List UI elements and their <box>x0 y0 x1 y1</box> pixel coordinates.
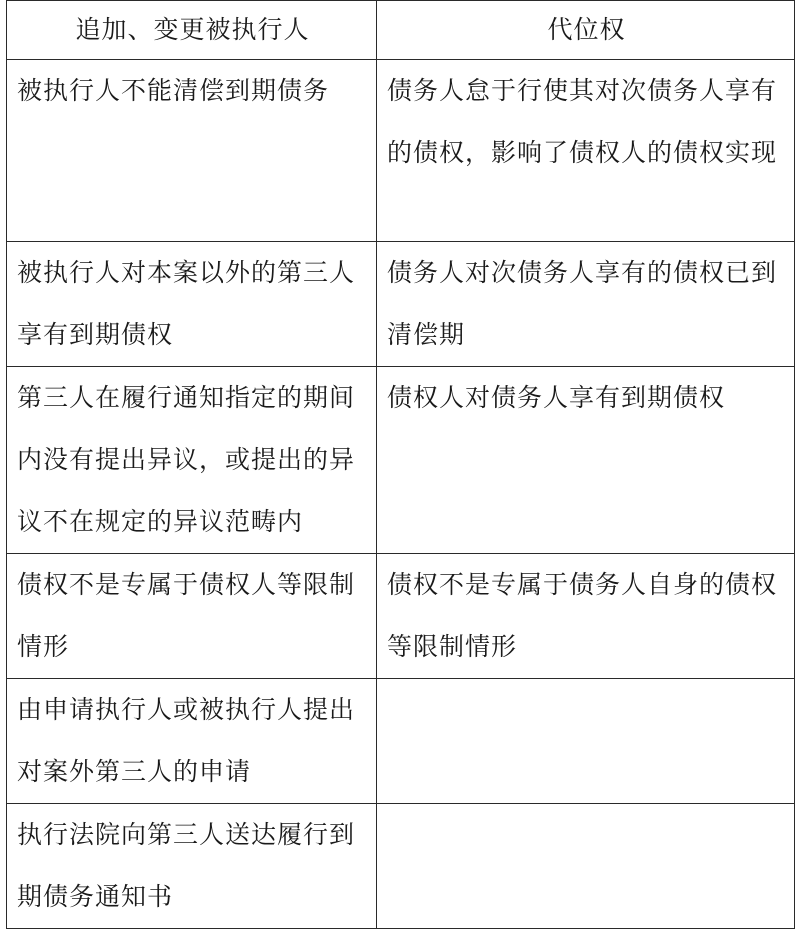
cell-left: 第三人在履行通知指定的期间内没有提出异议，或提出的异议不在规定的异议范畴内 <box>7 367 377 554</box>
header-left: 追加、变更被执行人 <box>7 1 377 60</box>
table-row <box>7 679 795 804</box>
table-row <box>7 554 795 679</box>
cell-right: 债权不是专属于债务人自身的债权等限制情形 <box>377 554 795 679</box>
comparison-table <box>6 0 795 929</box>
cell-right: 债务人对次债务人享有的债权已到清偿期 <box>377 242 795 367</box>
header-right: 代位权 <box>377 1 795 60</box>
cell-left: 由申请执行人或被执行人提出对案外第三人的申请 <box>7 679 377 804</box>
table-row <box>7 242 795 367</box>
table-row <box>7 60 795 242</box>
table-header-row <box>7 1 795 60</box>
cell-left: 执行法院向第三人送达履行到期债务通知书 <box>7 804 377 929</box>
table-row <box>7 804 795 929</box>
cell-right: 债权人对债务人享有到期债权 <box>377 367 795 554</box>
cell-left: 被执行人不能清偿到期债务 <box>7 60 377 242</box>
cell-left: 被执行人对本案以外的第三人享有到期债权 <box>7 242 377 367</box>
cell-right: 债务人怠于行使其对次债务人享有的债权，影响了债权人的债权实现 <box>377 60 795 242</box>
cell-right <box>377 804 795 929</box>
table-row <box>7 367 795 554</box>
cell-right <box>377 679 795 804</box>
cell-left: 债权不是专属于债权人等限制情形 <box>7 554 377 679</box>
